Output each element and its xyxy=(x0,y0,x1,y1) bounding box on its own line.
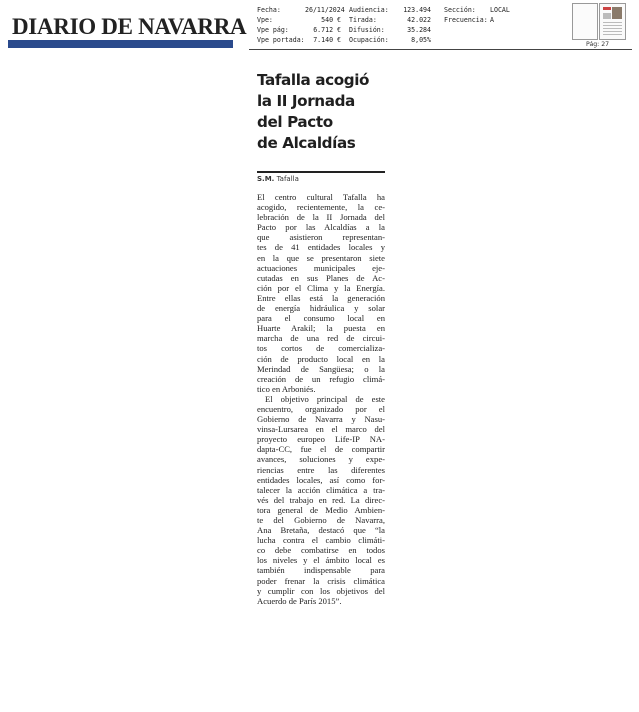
body-line: en la que se presentaron siete xyxy=(257,252,385,263)
body-line: que asistieron representan- xyxy=(257,232,385,243)
body-line: Acuerdo de París 2015”. xyxy=(257,595,342,606)
header-divider xyxy=(249,49,632,50)
body-line: ción por el Clima y la Energía. xyxy=(257,282,385,293)
body-line: ción de producto local en la xyxy=(257,353,385,364)
body-line: vinsa-Lursarea en el marco del xyxy=(257,424,385,435)
meta-value: 8,05% xyxy=(411,36,431,44)
meta-key: Difusión: xyxy=(349,26,385,34)
meta-row xyxy=(349,15,431,25)
meta-row xyxy=(349,35,431,45)
body-line: actuaciones municipales eje- xyxy=(257,262,385,273)
body-line: acogido, recientemente, la ce- xyxy=(257,202,385,213)
body-line: para el consumo local en xyxy=(257,313,385,324)
meta-row xyxy=(257,25,341,35)
headline-line: de Alcaldías xyxy=(257,134,356,152)
body-line: Entre ellas está la generación xyxy=(257,292,385,303)
body-line: lucha contra el cambio climáti- xyxy=(257,535,385,546)
meta-value: A xyxy=(490,16,494,24)
meta-value: 6.712 € xyxy=(313,26,341,34)
meta-row xyxy=(349,5,431,15)
meta-key: Sección: xyxy=(444,6,476,14)
body-line: poder frenar la crisis climática xyxy=(257,575,385,586)
meta-key: Ocupación: xyxy=(349,36,389,44)
body-line: avances, soluciones y expe- xyxy=(257,454,385,465)
meta-key: Fecha: xyxy=(257,6,281,14)
meta-key: Vpe portada: xyxy=(257,36,305,44)
page-number-label: Pág: 27 xyxy=(586,41,610,48)
meta-key: Tirada: xyxy=(349,16,377,24)
body-line: El objetivo principal de este xyxy=(265,393,385,404)
meta-value: 35.284 xyxy=(407,26,431,34)
body-line: Huarte Arakil; la puesta en xyxy=(257,323,385,334)
body-line: riencias entre las diferentes xyxy=(257,464,385,475)
body-line: Gobierno de Navarra y Nasu- xyxy=(257,414,385,425)
newspaper-masthead: DIARIO DE NAVARRA xyxy=(12,14,247,39)
headline-line: del Pacto xyxy=(257,113,333,131)
body-line: Merindad de Sangüesa; o la xyxy=(257,363,385,374)
body-line: tes de 41 entidades locales y xyxy=(257,242,385,253)
body-line: lebración de la II Jornada del xyxy=(257,212,385,223)
body-line: vés del trabajo en red. La direc- xyxy=(257,494,385,505)
meta-value: 540 € xyxy=(321,16,341,24)
body-line: creación de un refugio climá- xyxy=(257,373,385,384)
clipping-meta-column-3 xyxy=(444,5,530,25)
body-line: Pacto por las Alcaldías a la xyxy=(257,222,385,233)
headline-line: Tafalla acogió xyxy=(257,71,370,89)
body-line: también indispensable para xyxy=(257,565,385,576)
headline-rule xyxy=(257,171,385,173)
body-line: tos cortos de comercializa- xyxy=(257,343,385,354)
meta-key: Vpe pág: xyxy=(257,26,289,34)
body-line: dapta-CC, fue el de compartir xyxy=(257,444,385,455)
meta-key: Audiencia: xyxy=(349,6,389,14)
body-line: tora general de Medio Ambien- xyxy=(257,504,385,515)
body-line: cutadas en sus Planes de Ac- xyxy=(257,272,385,283)
byline-author: S.M. xyxy=(257,175,275,183)
meta-row xyxy=(444,5,530,15)
meta-value: 42.022 xyxy=(407,16,431,24)
byline-place: Tafalla xyxy=(276,175,299,183)
body-line: te del Gobierno de Navarra, xyxy=(257,515,385,525)
body-line: entidades locales, así como for- xyxy=(257,474,385,485)
body-line: tico en Arboniés. xyxy=(257,383,316,394)
body-line: El centro cultural Tafalla ha xyxy=(257,192,385,202)
meta-row xyxy=(257,35,341,45)
body-line: y cumplir con los objetivos del xyxy=(257,585,385,596)
body-line: marcha de una red de circui- xyxy=(257,333,385,344)
headline-line: la II Jornada xyxy=(257,92,355,110)
body-line: co debe combatirse en todos xyxy=(257,545,385,556)
meta-row xyxy=(349,25,431,35)
body-line: talecer la acción climática a tra- xyxy=(257,484,385,495)
meta-value: 123.494 xyxy=(403,6,431,14)
body-line: encuentro, organizado por el xyxy=(257,403,385,414)
meta-key: Frecuencia: xyxy=(444,16,488,24)
clipping-meta-column-1 xyxy=(257,5,345,45)
body-line: proyecto europeo Life-IP NA- xyxy=(257,434,385,445)
page-thumbnail-preview xyxy=(599,3,626,40)
page-thumbnail-blank xyxy=(572,3,598,40)
meta-value: LOCAL xyxy=(490,6,510,14)
meta-row xyxy=(444,15,530,25)
meta-value: 26/11/2024 xyxy=(305,6,345,14)
article-headline xyxy=(257,70,397,154)
body-line: Ana Bretaña, destacó que “la xyxy=(257,525,385,536)
meta-row xyxy=(257,5,345,15)
meta-value: 7.140 € xyxy=(313,36,341,44)
article-body xyxy=(257,192,385,606)
meta-key: Vpe: xyxy=(257,16,273,24)
article-byline xyxy=(257,175,299,183)
meta-row xyxy=(257,15,341,25)
body-line: de energía hidráulica y solar xyxy=(257,303,385,314)
clipping-meta-column-2 xyxy=(349,5,431,45)
body-line: los niveles y el ámbito local es xyxy=(257,555,385,566)
masthead-bar xyxy=(8,40,233,48)
